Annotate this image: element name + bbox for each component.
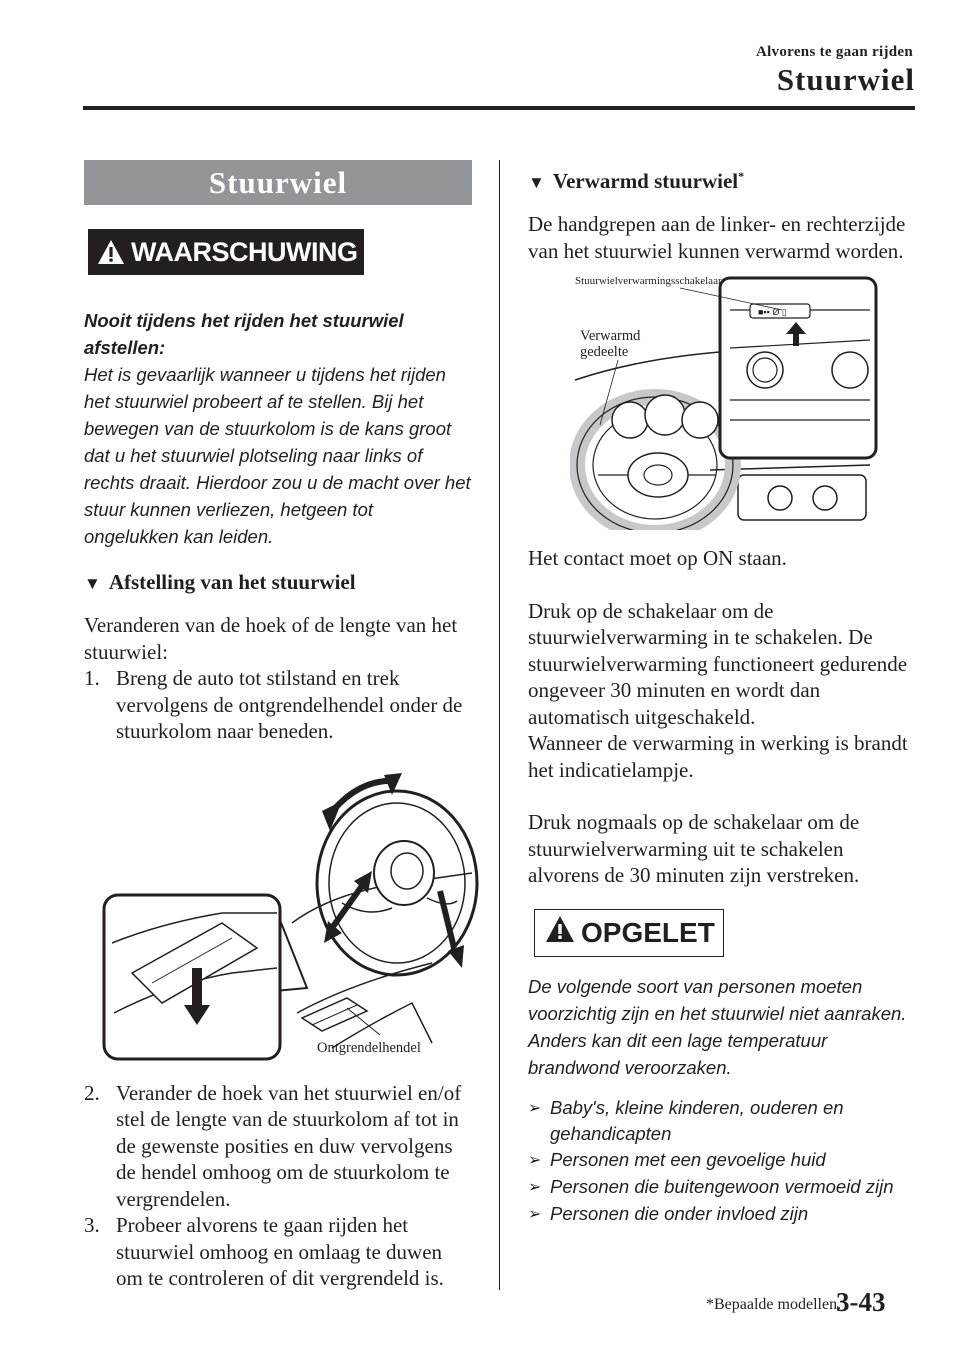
figure-label-heated-part-2: gedeelte xyxy=(580,344,629,360)
footnote: *Bepaalde modellen. xyxy=(706,1296,842,1313)
warning-heading: Nooit tijdens het rijden het stuurwiel afstellen: xyxy=(84,310,404,358)
list-item: ➢ Personen die buitengewoon vermoeid zijn xyxy=(528,1174,918,1201)
subheading-heated-wheel: ▼ Verwarmd stuurwiel* xyxy=(528,162,918,197)
svg-text:■▪▪ Ø ▯: ■▪▪ Ø ▯ xyxy=(758,307,787,317)
heated-p1: Het contact moet op ON staan. xyxy=(528,546,787,570)
heated-intro: De handgrepen aan de linker- en rechterzijde van het stuurwiel kunnen verwarmd worden. xyxy=(528,212,906,263)
column-divider xyxy=(499,160,500,1290)
warning-label xyxy=(88,229,364,275)
heated-p3: Wanneer de verwarming in werking is brandt het indicatielampje. xyxy=(528,731,908,782)
warning-triangle-icon xyxy=(97,239,125,265)
warning-text: Het is gevaarlijk wanneer u tijdens het rijden het stuurwiel probeert af te stellen. Bij het bewegen van de stuurkolom is de kans groot dat u het stuurwiel plotseling naar links of rechts draait. Hierdoor zou u de macht over het stuur kunnen verliezen, hetgeen tot ongelukken kan leiden. xyxy=(84,364,471,547)
left-column xyxy=(84,160,472,1292)
heated-wheel-illustration xyxy=(570,270,880,530)
caution-label-text: OPGELET xyxy=(581,916,715,948)
heated-p4: Druk nogmaals op de schakelaar om de stuurwielverwarming uit te schakelen alvorens de 30 minuten zijn verstreken. xyxy=(528,810,860,887)
caution-text: De volgende soort van personen moeten voorzichtig zijn en het stuurwiel niet aanraken. Anders kan dit een lage temperatuur brandwond veroorzaken. xyxy=(528,975,907,1078)
list-item: ➢ Personen die onder invloed zijn xyxy=(528,1201,918,1228)
adjust-intro: Veranderen van de hoek of de lengte van het stuurwiel: xyxy=(84,613,458,664)
triangle-bullet-icon: ▼ xyxy=(84,574,101,593)
list-item: ➢ Baby's, kleine kinderen, ouderen en gehandicapten xyxy=(528,1095,918,1147)
step-2: 2. Verander de hoek van het stuurwiel en/of stel de lengte van de stuurkolom af tot in de gewenste posities en duw vervolgens de hendel omhoog om de stuurkolom te vergrendelen. xyxy=(84,1080,462,1211)
section-header: Alvorens te gaan rijden xyxy=(755,44,913,60)
page-title: Stuurwiel xyxy=(776,62,915,97)
caution-triangle-icon xyxy=(545,915,575,950)
section-title-bar: Stuurwiel xyxy=(84,160,472,205)
step-1: 1. Breng de auto tot stilstand en trek vervolgens de ontgrendelhendel onder de stuurkolom naar beneden. xyxy=(84,666,463,743)
list-item: ➢ Personen met een gevoelige huid xyxy=(528,1147,918,1174)
triangle-bullet-icon: ▼ xyxy=(528,173,545,192)
steering-adjustment-illustration xyxy=(102,773,482,1063)
figure-label-release-lever: Ontgrendelhendel xyxy=(317,1039,421,1056)
figure-steering-adjustment xyxy=(102,773,472,1068)
warning-label-text: WAARSCHUWING xyxy=(131,236,358,267)
figure-label-heated-part-1: Verwarmd xyxy=(580,328,641,344)
header-rule xyxy=(83,106,915,110)
right-column xyxy=(528,160,918,1228)
figure-label-heater-switch: Stuurwielverwarmingsschakelaar xyxy=(575,275,722,287)
arrow-bullet-icon: ➢ xyxy=(528,1151,542,1169)
heated-p2: Druk op de schakelaar om de stuurwielverwarming in te schakelen. De stuurwielverwarming functioneert gedurende ongeveer 30 minuten en wordt dan automatisch uitgeschakeld. xyxy=(528,598,908,729)
caution-label xyxy=(534,909,724,957)
figure-heated-wheel xyxy=(570,270,918,535)
step-3: 3. Probeer alvorens te gaan rijden het stuurwiel omhoog en omlaag te duwen om te controleren of dit vergrendeld is. xyxy=(84,1213,444,1290)
arrow-bullet-icon: ➢ xyxy=(528,1205,542,1223)
subheading-adjustment: ▼ Afstelling van het stuurwiel xyxy=(84,568,472,598)
arrow-bullet-icon: ➢ xyxy=(528,1178,542,1196)
caution-bullet-list xyxy=(528,1095,918,1228)
arrow-bullet-icon: ➢ xyxy=(528,1099,542,1117)
page-number: 3-43 xyxy=(836,1287,886,1317)
